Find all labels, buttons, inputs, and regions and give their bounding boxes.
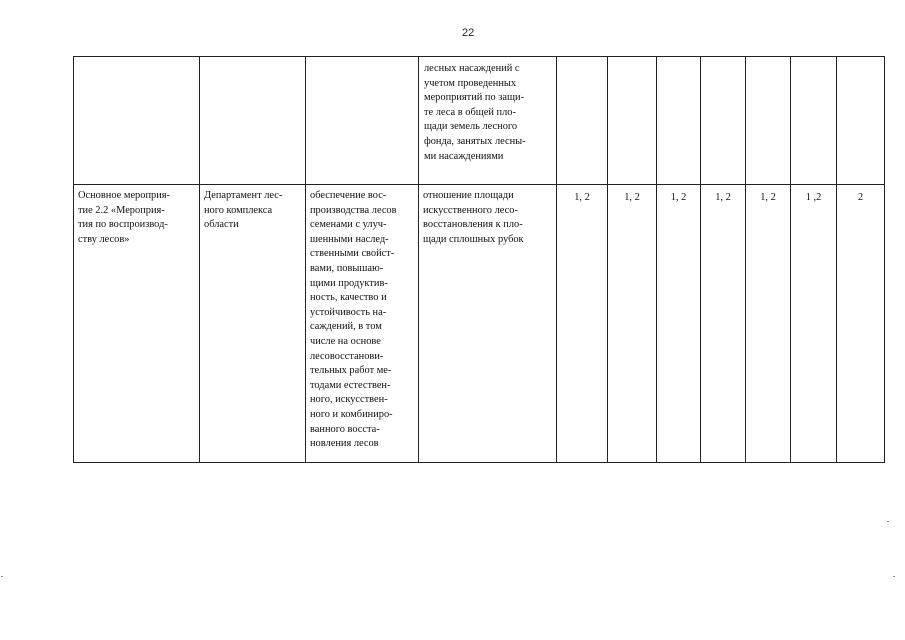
column-border — [73, 56, 74, 463]
column-border — [656, 56, 657, 463]
value-cell: 2 — [857, 192, 864, 203]
table-top-border — [73, 56, 885, 57]
executor-cell: Департамент лес- ного комплекса области — [204, 190, 283, 231]
column-border — [700, 56, 701, 463]
scan-speck — [1, 576, 3, 577]
value-cell: 1, 2 — [760, 192, 776, 203]
scan-speck — [887, 521, 889, 522]
column-border — [745, 56, 746, 463]
column-border — [556, 56, 557, 463]
value-cell: 1, 2 — [574, 192, 590, 203]
column-border — [305, 56, 306, 463]
goal-cell: обеспечение вос- производства лесов семенами с улуч- шенными наслед- ственными свойст- вами, повышаю- щими продуктив- ность, качество и устойчивость на- саждений, в том числе на основе лесовосстанови- тельных работ ме- тодами естествен- ного, искусствен- ного и комбиниро- ванного восста- новления лесов — [310, 190, 397, 450]
column-border — [884, 56, 885, 463]
table-bottom-border — [73, 462, 885, 463]
value-cell: 1, 2 — [670, 192, 687, 203]
column-border — [199, 56, 200, 463]
column-border — [607, 56, 608, 463]
page-number: 22 — [462, 27, 475, 39]
value-cell: 1, 2 — [715, 192, 731, 203]
continuation-indicator-cell: лесных насаждений с учетом проведенных мероприятий по защи- те леса в общей пло- щади земель лесного фонда, занятых лесны- ми насаждениями — [424, 63, 526, 162]
row-divider — [73, 184, 885, 185]
column-border — [418, 56, 419, 463]
value-cell: 1, 2 — [624, 192, 640, 203]
column-border — [836, 56, 837, 463]
value-cell: 1 ,2 — [805, 192, 822, 203]
scan-speck — [893, 576, 895, 577]
column-border — [790, 56, 791, 463]
event-cell: Основное мероприя- тие 2.2 «Мероприя- тия по воспроизвод- ству лесов» — [78, 190, 171, 245]
indicator-cell: отношение площади искусственного лесо- восстановления к пло- щади сплошных рубок — [423, 190, 524, 245]
